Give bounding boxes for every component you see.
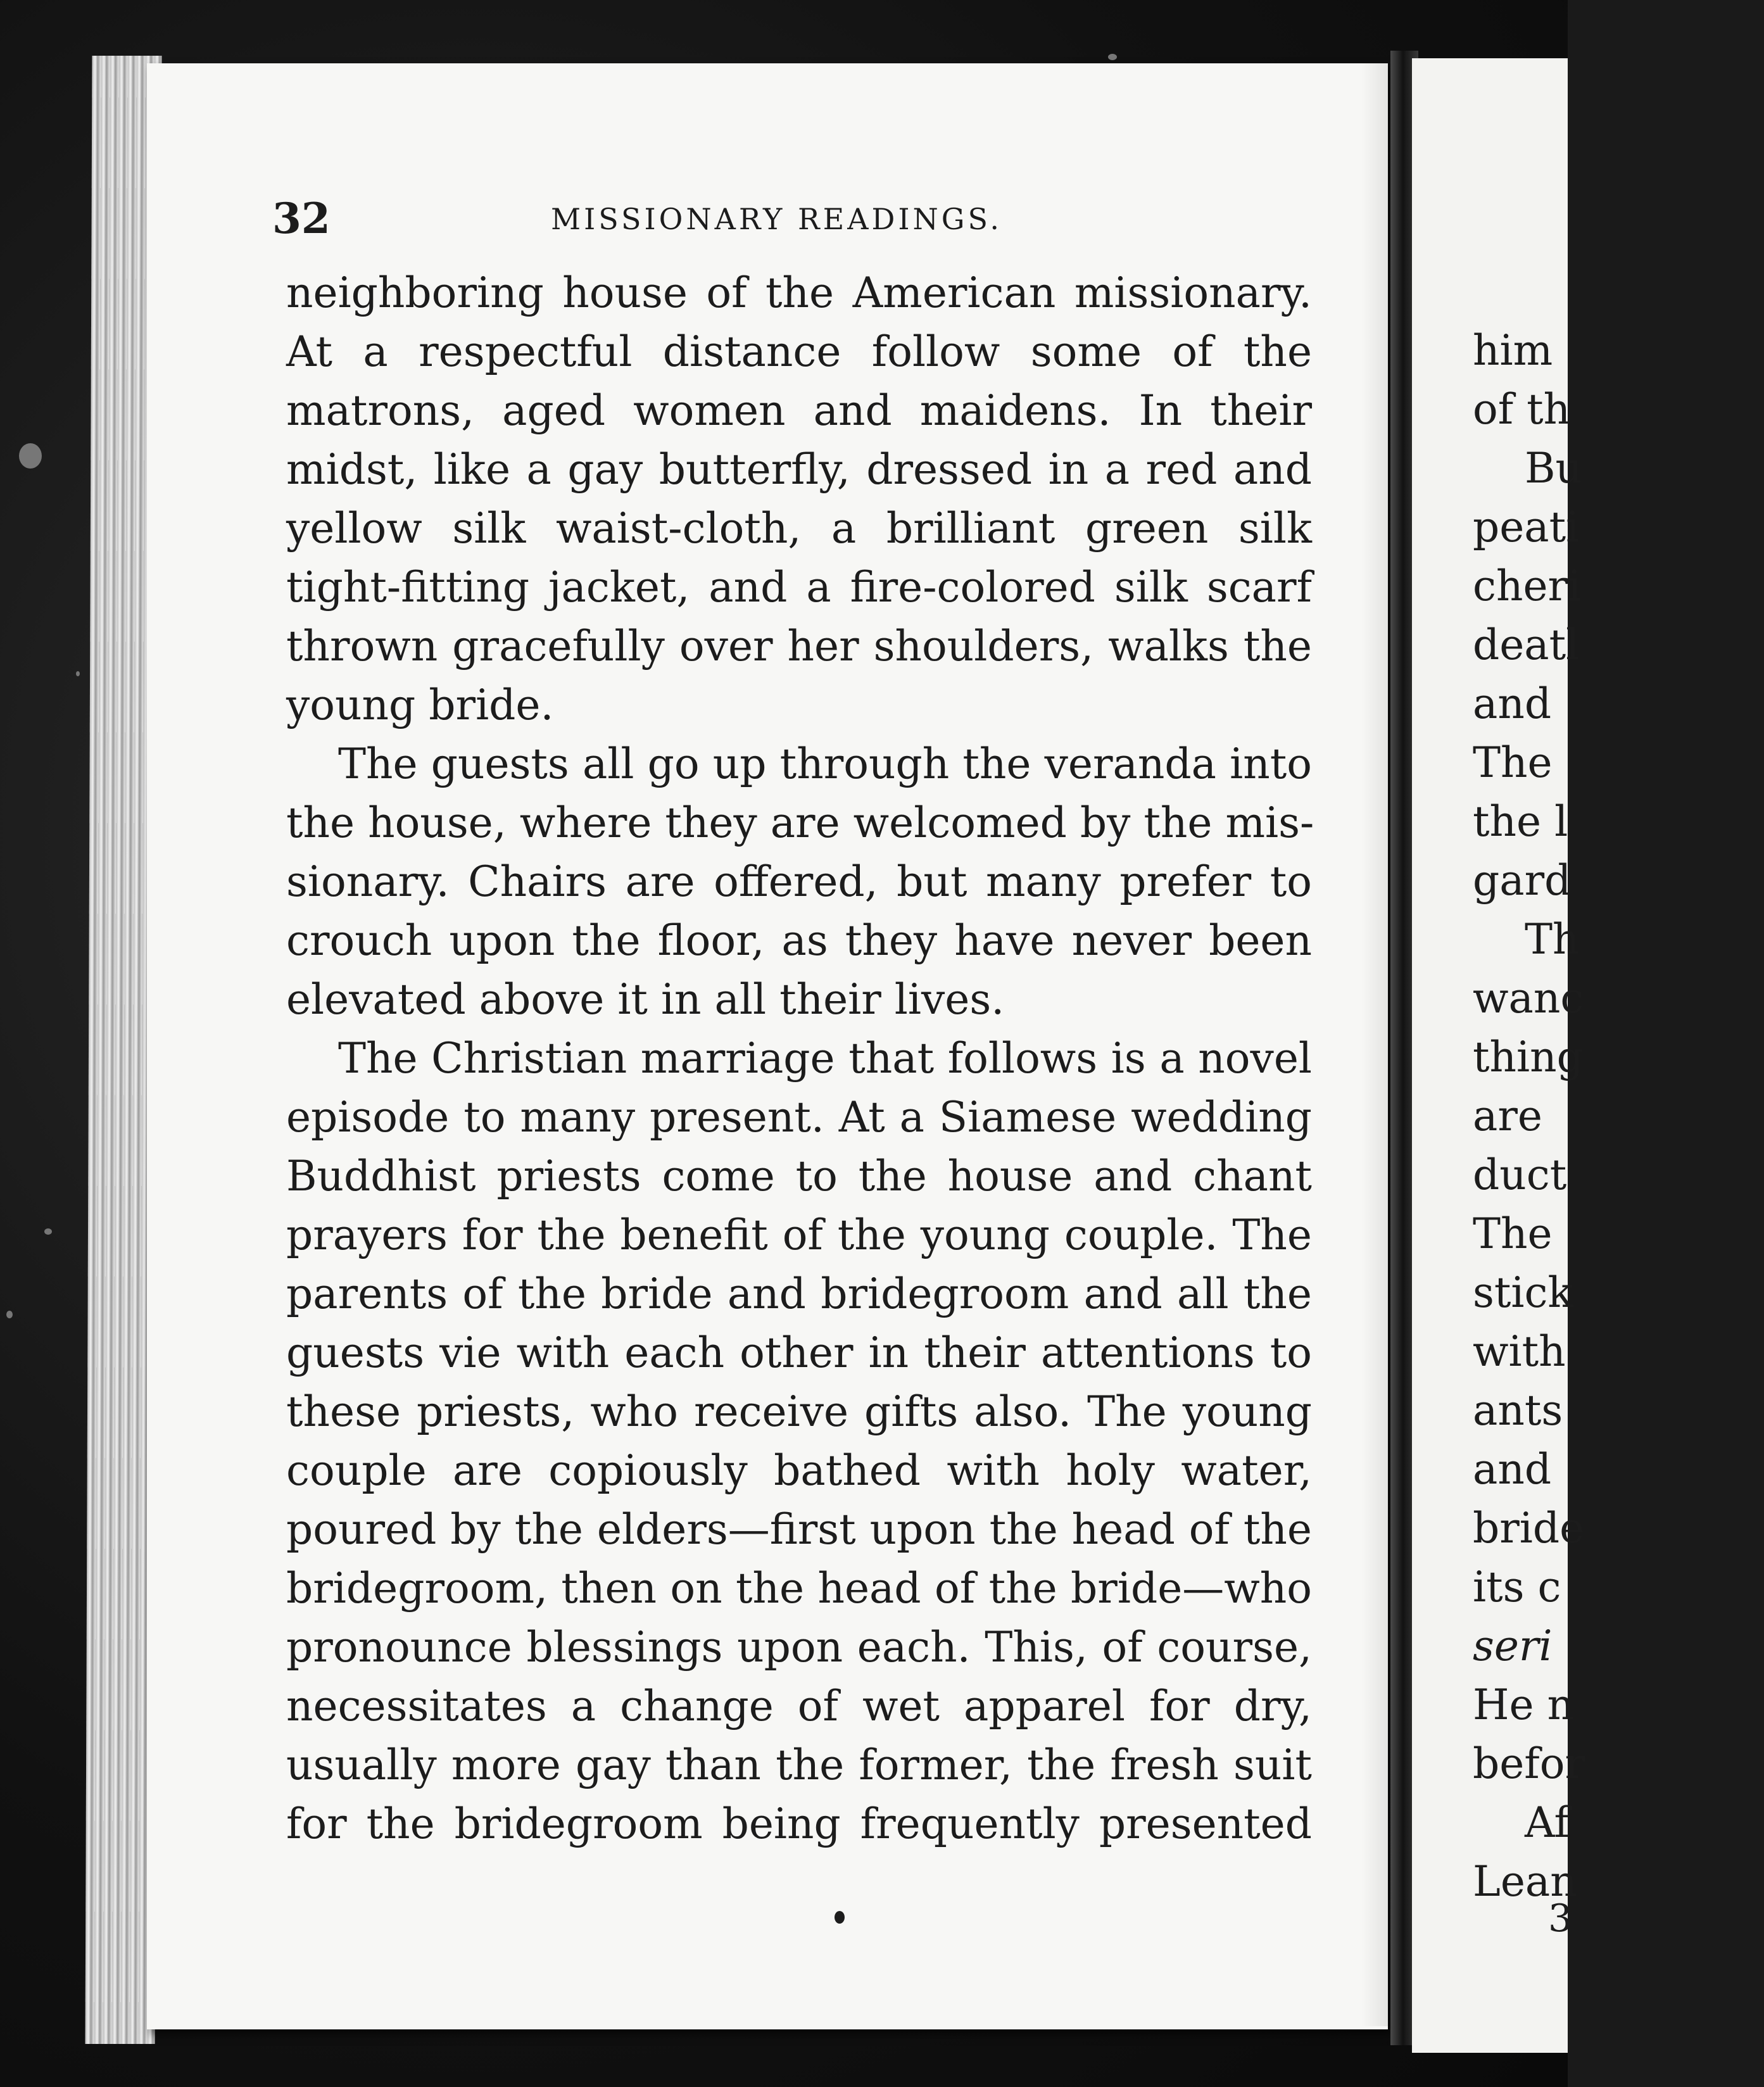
text-line: The guests all go up through the veranda into <box>338 740 1312 788</box>
text-line: for the bridegroom being frequently presented <box>286 1800 1312 1848</box>
right-text-line: ants <box>1473 1386 1563 1435</box>
right-text-line: of th <box>1473 385 1571 434</box>
right-page-text <box>1473 321 1764 1911</box>
right-text-line: and <box>1473 1445 1552 1494</box>
scan-speck <box>1108 54 1117 60</box>
right-text-line: deatl <box>1473 621 1580 669</box>
text-line: neighboring house of the American missionary. <box>286 268 1312 317</box>
text-line: young bride. <box>286 681 554 729</box>
right-text-line: cheri <box>1473 562 1582 610</box>
ink-dot <box>835 1911 845 1924</box>
right-text-line: gard <box>1473 856 1572 905</box>
right-text-line: duct <box>1473 1151 1567 1199</box>
right-page-footer-fragment: 3 <box>1548 1896 1573 1941</box>
page-header <box>272 190 1317 247</box>
right-text-line: The <box>1473 738 1553 787</box>
text-line: sionary. Chairs are offered, but many prefer to <box>286 857 1312 906</box>
right-text-line: Bu <box>1525 444 1583 493</box>
text-line: The Christian marriage that follows is a novel <box>338 1034 1312 1083</box>
scan-speck <box>19 443 42 469</box>
text-line: the house, where they are welcomed by the mis- <box>286 798 1314 847</box>
text-line: episode to many present. At a Siamese wedding <box>286 1093 1312 1142</box>
text-line: couple are copiously bathed with holy water, <box>286 1446 1312 1495</box>
right-text-line: with <box>1473 1327 1566 1376</box>
text-line: usually more gay than the former, the fresh suit <box>286 1741 1312 1789</box>
right-text-line: thing <box>1473 1033 1584 1081</box>
body-text <box>286 263 1312 1853</box>
text-line: pronounce blessings upon each. This, of course, <box>286 1623 1312 1672</box>
right-page <box>1412 58 1585 2053</box>
right-text-line: He n <box>1473 1680 1575 1729</box>
text-line: At a respectful distance follow some of the <box>286 327 1312 376</box>
text-line: these priests, who receive gifts also. The young <box>286 1387 1312 1436</box>
text-line: poured by the elders—first upon the head of the <box>286 1505 1312 1554</box>
text-line: thrown gracefully over her shoulders, walks the <box>286 622 1312 671</box>
text-line: guests vie with each other in their attentions to <box>286 1328 1312 1377</box>
scan-speck <box>44 1228 52 1235</box>
right-text-line: befor <box>1473 1739 1585 1788</box>
scan-speck <box>76 671 80 676</box>
text-line: tight-fitting jacket, and a fire-colored silk scarf <box>286 563 1312 612</box>
right-text-line: and <box>1473 679 1552 728</box>
text-line: midst, like a gay butterfly, dressed in a red and <box>286 445 1312 494</box>
right-text-line: peati <box>1473 503 1580 552</box>
right-text-line: Af <box>1525 1798 1570 1847</box>
running-head: MISSIONARY READINGS. <box>551 202 1003 236</box>
text-line: necessitates a change of wet apparel for dry, <box>286 1682 1312 1731</box>
text-line: elevated above it in all their lives. <box>286 975 1005 1024</box>
right-text-line: The <box>1473 1209 1553 1258</box>
right-text-line: him <box>1473 326 1553 375</box>
text-line: crouch upon the floor, as they have never been <box>286 916 1312 965</box>
right-text-line: seri <box>1473 1622 1553 1670</box>
right-text-line: wanc <box>1473 974 1584 1023</box>
text-line: Buddhist priests come to the house and chant <box>286 1152 1312 1201</box>
text-line: matrons, aged women and maidens. In their <box>286 386 1312 435</box>
scan-speck <box>6 1311 13 1318</box>
right-text-line: stick <box>1473 1268 1573 1317</box>
text-line: prayers for the benefit of the young couple. The <box>286 1211 1312 1259</box>
right-text-line: Th <box>1525 915 1580 964</box>
right-text-line: the l <box>1473 797 1568 846</box>
text-line: bridegroom, then on the head of the bride—who <box>286 1564 1312 1613</box>
right-text-line: bride <box>1473 1504 1585 1553</box>
page-number: 32 <box>272 194 331 243</box>
right-text-line: are <box>1473 1092 1542 1140</box>
right-text-line: Lean <box>1473 1857 1577 1906</box>
text-line: parents of the bride and bridegroom and all the <box>286 1270 1312 1318</box>
right-text-line: its c <box>1473 1563 1561 1611</box>
text-line: yellow silk waist-cloth, a brilliant green silk <box>286 504 1312 553</box>
